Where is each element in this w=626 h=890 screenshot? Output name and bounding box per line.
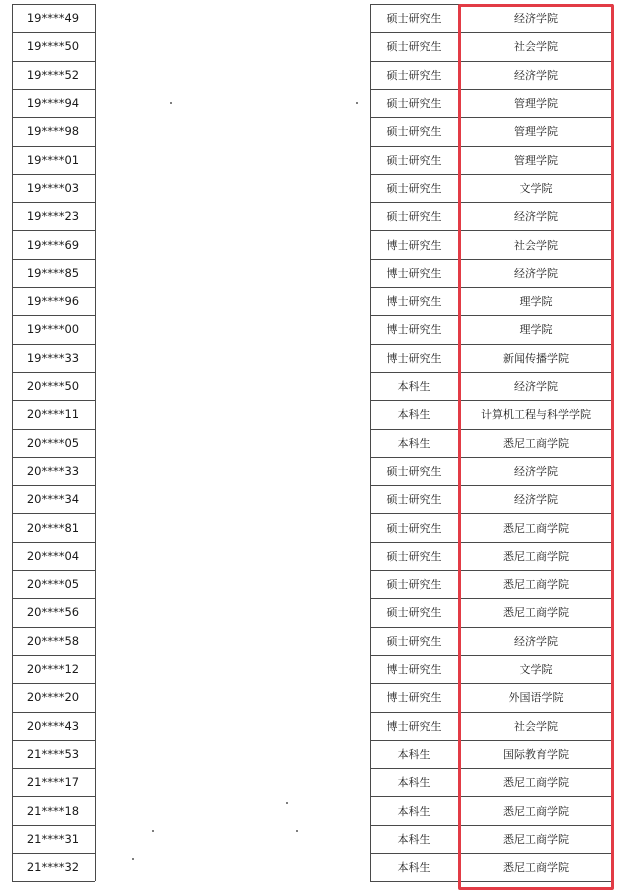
name-cell-redacted bbox=[95, 683, 353, 711]
student-type-cell: 本科生 bbox=[397, 436, 431, 450]
student-type-cell: 硕士研究生 bbox=[386, 578, 442, 592]
row-divider bbox=[12, 429, 95, 430]
table-row bbox=[0, 89, 626, 117]
student-type-cell: 本科生 bbox=[397, 747, 431, 761]
college-cell: 经济学院 bbox=[514, 493, 558, 507]
student-type-cell: 博士研究生 bbox=[386, 719, 442, 733]
row-divider bbox=[370, 683, 612, 684]
row-divider bbox=[370, 712, 612, 713]
row-divider bbox=[12, 655, 95, 656]
student-id-cell: 19****69 bbox=[26, 237, 80, 252]
student-id-cell: 20****11 bbox=[26, 407, 80, 422]
row-divider bbox=[370, 513, 612, 514]
row-divider bbox=[370, 315, 612, 316]
row-divider bbox=[12, 457, 95, 458]
college-cell: 理学院 bbox=[519, 295, 553, 309]
name-cell-redacted bbox=[95, 174, 353, 202]
student-type-cell: 本科生 bbox=[397, 832, 431, 846]
scan-speck bbox=[152, 830, 154, 832]
table-row bbox=[0, 32, 626, 60]
college-cell: 经济学院 bbox=[514, 380, 558, 394]
row-divider bbox=[370, 287, 612, 288]
student-id-cell: 20****12 bbox=[26, 662, 80, 677]
row-divider bbox=[12, 259, 95, 260]
student-id-cell: 19****85 bbox=[26, 265, 80, 280]
name-cell-redacted bbox=[95, 853, 353, 881]
student-type-cell: 硕士研究生 bbox=[386, 210, 442, 224]
row-divider bbox=[370, 655, 612, 656]
scan-speck bbox=[356, 102, 358, 104]
table-row bbox=[0, 570, 626, 598]
table-row bbox=[0, 174, 626, 202]
column-divider bbox=[612, 4, 613, 881]
row-divider bbox=[370, 202, 612, 203]
student-id-cell: 21****53 bbox=[26, 746, 80, 761]
name-cell-redacted bbox=[95, 117, 353, 145]
college-cell: 悉尼工商学院 bbox=[503, 549, 569, 563]
row-divider bbox=[12, 485, 95, 486]
name-cell-redacted bbox=[95, 32, 353, 60]
student-id-cell: 19****96 bbox=[26, 294, 80, 309]
student-type-cell: 硕士研究生 bbox=[386, 153, 442, 167]
college-cell: 经济学院 bbox=[514, 12, 558, 26]
college-cell: 管理学院 bbox=[514, 97, 558, 111]
student-id-cell: 19****98 bbox=[26, 124, 80, 139]
name-cell-redacted bbox=[95, 627, 353, 655]
scan-speck bbox=[296, 830, 298, 832]
row-divider bbox=[12, 740, 95, 741]
college-cell: 悉尼工商学院 bbox=[503, 861, 569, 875]
student-type-cell: 博士研究生 bbox=[386, 323, 442, 337]
name-cell-redacted bbox=[95, 429, 353, 457]
table-row bbox=[0, 683, 626, 711]
student-id-cell: 21****31 bbox=[26, 831, 80, 846]
college-cell: 经济学院 bbox=[514, 634, 558, 648]
student-id-cell: 19****00 bbox=[26, 322, 80, 337]
row-divider bbox=[370, 400, 612, 401]
student-id-cell: 19****01 bbox=[26, 152, 80, 167]
row-divider bbox=[370, 4, 612, 5]
row-divider bbox=[370, 344, 612, 345]
college-cell: 社会学院 bbox=[514, 238, 558, 252]
student-id-cell: 20****81 bbox=[26, 520, 80, 535]
student-id-cell: 20****20 bbox=[26, 690, 80, 705]
name-cell-redacted bbox=[95, 89, 353, 117]
student-id-cell: 20****04 bbox=[26, 548, 80, 563]
student-id-cell: 21****17 bbox=[26, 775, 80, 790]
college-cell: 悉尼工商学院 bbox=[503, 804, 569, 818]
student-id-cell: 21****32 bbox=[26, 860, 80, 875]
column-divider bbox=[12, 4, 13, 881]
row-divider bbox=[12, 146, 95, 147]
student-type-cell: 硕士研究生 bbox=[386, 606, 442, 620]
row-divider bbox=[12, 570, 95, 571]
row-divider bbox=[12, 627, 95, 628]
row-divider bbox=[370, 485, 612, 486]
row-divider bbox=[12, 230, 95, 231]
name-cell-redacted bbox=[95, 259, 353, 287]
name-cell-redacted bbox=[95, 513, 353, 541]
table-row bbox=[0, 768, 626, 796]
name-cell-redacted bbox=[95, 315, 353, 343]
college-cell: 经济学院 bbox=[514, 210, 558, 224]
student-id-cell: 20****34 bbox=[26, 492, 80, 507]
student-id-cell: 20****50 bbox=[26, 379, 80, 394]
name-cell-redacted bbox=[95, 457, 353, 485]
table-row bbox=[0, 117, 626, 145]
college-cell: 社会学院 bbox=[514, 719, 558, 733]
row-divider bbox=[370, 32, 612, 33]
college-cell: 悉尼工商学院 bbox=[503, 521, 569, 535]
row-divider bbox=[12, 4, 95, 5]
row-divider bbox=[370, 598, 612, 599]
row-divider bbox=[12, 61, 95, 62]
name-cell-redacted bbox=[95, 768, 353, 796]
table-row bbox=[0, 853, 626, 881]
table-row bbox=[0, 542, 626, 570]
row-divider bbox=[370, 429, 612, 430]
table-row bbox=[0, 513, 626, 541]
table-row bbox=[0, 4, 626, 32]
row-divider bbox=[12, 796, 95, 797]
name-cell-redacted bbox=[95, 146, 353, 174]
student-type-cell: 博士研究生 bbox=[386, 691, 442, 705]
table-row bbox=[0, 655, 626, 683]
student-id-cell: 19****33 bbox=[26, 350, 80, 365]
student-type-cell: 硕士研究生 bbox=[386, 40, 442, 54]
student-type-cell: 本科生 bbox=[397, 804, 431, 818]
row-divider bbox=[370, 740, 612, 741]
student-id-cell: 20****33 bbox=[26, 463, 80, 478]
row-divider bbox=[370, 259, 612, 260]
name-cell-redacted bbox=[95, 712, 353, 740]
row-divider bbox=[370, 146, 612, 147]
student-id-cell: 20****58 bbox=[26, 633, 80, 648]
name-cell-redacted bbox=[95, 485, 353, 513]
table-row bbox=[0, 598, 626, 626]
student-id-cell: 19****03 bbox=[26, 180, 80, 195]
name-cell-redacted bbox=[95, 740, 353, 768]
row-divider bbox=[370, 372, 612, 373]
row-divider bbox=[12, 825, 95, 826]
row-divider bbox=[12, 32, 95, 33]
table-row bbox=[0, 485, 626, 513]
table-row bbox=[0, 259, 626, 287]
student-type-cell: 硕士研究生 bbox=[386, 68, 442, 82]
row-divider bbox=[12, 768, 95, 769]
row-divider bbox=[12, 344, 95, 345]
column-divider bbox=[95, 4, 96, 881]
column-divider bbox=[458, 4, 459, 881]
table-row bbox=[0, 740, 626, 768]
student-type-cell: 本科生 bbox=[397, 408, 431, 422]
table-row bbox=[0, 287, 626, 315]
student-id-cell: 20****56 bbox=[26, 605, 80, 620]
student-type-cell: 硕士研究生 bbox=[386, 97, 442, 111]
row-divider bbox=[12, 712, 95, 713]
name-cell-redacted bbox=[95, 202, 353, 230]
row-divider bbox=[12, 89, 95, 90]
student-id-cell: 20****05 bbox=[26, 435, 80, 450]
table-row bbox=[0, 315, 626, 343]
row-divider bbox=[370, 768, 612, 769]
row-divider bbox=[12, 513, 95, 514]
student-id-cell: 19****94 bbox=[26, 96, 80, 111]
college-cell: 国际教育学院 bbox=[503, 747, 569, 761]
student-type-cell: 博士研究生 bbox=[386, 351, 442, 365]
student-id-cell: 20****05 bbox=[26, 577, 80, 592]
student-id-cell: 19****49 bbox=[26, 11, 80, 26]
row-divider bbox=[370, 542, 612, 543]
name-cell-redacted bbox=[95, 598, 353, 626]
table-row bbox=[0, 796, 626, 824]
table-row bbox=[0, 712, 626, 740]
college-cell: 理学院 bbox=[519, 323, 553, 337]
college-cell: 计算机工程与科学学院 bbox=[481, 408, 591, 422]
student-type-cell: 硕士研究生 bbox=[386, 521, 442, 535]
college-cell: 悉尼工商学院 bbox=[503, 578, 569, 592]
student-id-cell: 19****50 bbox=[26, 39, 80, 54]
student-id-cell: 19****52 bbox=[26, 67, 80, 82]
college-cell: 管理学院 bbox=[514, 125, 558, 139]
row-divider bbox=[12, 372, 95, 373]
table-row bbox=[0, 400, 626, 428]
college-cell: 悉尼工商学院 bbox=[503, 832, 569, 846]
table-row bbox=[0, 825, 626, 853]
college-cell: 管理学院 bbox=[514, 153, 558, 167]
row-divider bbox=[370, 825, 612, 826]
table-row bbox=[0, 429, 626, 457]
name-cell-redacted bbox=[95, 542, 353, 570]
name-cell-redacted bbox=[95, 4, 353, 32]
student-type-cell: 博士研究生 bbox=[386, 663, 442, 677]
college-cell: 新闻传播学院 bbox=[503, 351, 569, 365]
student-id-cell: 21****18 bbox=[26, 803, 80, 818]
table-row bbox=[0, 627, 626, 655]
table-row bbox=[0, 372, 626, 400]
row-divider bbox=[12, 117, 95, 118]
name-cell-redacted bbox=[95, 655, 353, 683]
row-divider bbox=[12, 202, 95, 203]
column-divider bbox=[370, 4, 371, 881]
scan-speck bbox=[286, 802, 288, 804]
row-divider bbox=[370, 457, 612, 458]
college-cell: 经济学院 bbox=[514, 68, 558, 82]
row-divider bbox=[370, 174, 612, 175]
name-cell-redacted bbox=[95, 61, 353, 89]
row-divider bbox=[370, 89, 612, 90]
name-cell-redacted bbox=[95, 344, 353, 372]
table-row bbox=[0, 146, 626, 174]
row-divider bbox=[370, 230, 612, 231]
row-divider bbox=[370, 881, 612, 882]
row-divider bbox=[12, 315, 95, 316]
student-type-cell: 博士研究生 bbox=[386, 238, 442, 252]
row-divider bbox=[12, 598, 95, 599]
table-row bbox=[0, 202, 626, 230]
table-row bbox=[0, 344, 626, 372]
college-cell: 经济学院 bbox=[514, 464, 558, 478]
row-divider bbox=[12, 174, 95, 175]
row-divider bbox=[12, 287, 95, 288]
table-row bbox=[0, 457, 626, 485]
student-type-cell: 本科生 bbox=[397, 776, 431, 790]
row-divider bbox=[370, 570, 612, 571]
row-divider bbox=[370, 117, 612, 118]
scan-speck bbox=[132, 858, 134, 860]
row-divider bbox=[12, 400, 95, 401]
student-type-cell: 硕士研究生 bbox=[386, 549, 442, 563]
name-cell-redacted bbox=[95, 400, 353, 428]
name-cell-redacted bbox=[95, 825, 353, 853]
college-cell: 文学院 bbox=[519, 181, 553, 195]
student-type-cell: 硕士研究生 bbox=[386, 125, 442, 139]
row-divider bbox=[12, 853, 95, 854]
student-type-cell: 博士研究生 bbox=[386, 295, 442, 309]
scan-speck bbox=[170, 102, 172, 104]
college-cell: 悉尼工商学院 bbox=[503, 776, 569, 790]
row-divider bbox=[370, 61, 612, 62]
student-id-cell: 20****43 bbox=[26, 718, 80, 733]
student-id-cell: 19****23 bbox=[26, 209, 80, 224]
row-divider bbox=[12, 542, 95, 543]
student-type-cell: 本科生 bbox=[397, 380, 431, 394]
student-type-cell: 硕士研究生 bbox=[386, 464, 442, 478]
row-divider bbox=[370, 627, 612, 628]
name-cell-redacted bbox=[95, 287, 353, 315]
student-type-cell: 硕士研究生 bbox=[386, 493, 442, 507]
name-cell-redacted bbox=[95, 796, 353, 824]
table-row bbox=[0, 230, 626, 258]
row-divider bbox=[12, 881, 95, 882]
college-cell: 文学院 bbox=[519, 663, 553, 677]
student-type-cell: 硕士研究生 bbox=[386, 181, 442, 195]
table-row bbox=[0, 61, 626, 89]
name-cell-redacted bbox=[95, 230, 353, 258]
row-divider bbox=[370, 796, 612, 797]
college-cell: 悉尼工商学院 bbox=[503, 606, 569, 620]
student-type-cell: 硕士研究生 bbox=[386, 634, 442, 648]
college-cell: 悉尼工商学院 bbox=[503, 436, 569, 450]
row-divider bbox=[370, 853, 612, 854]
row-divider bbox=[12, 683, 95, 684]
name-cell-redacted bbox=[95, 570, 353, 598]
student-type-cell: 硕士研究生 bbox=[386, 12, 442, 26]
name-cell-redacted bbox=[95, 372, 353, 400]
student-type-cell: 博士研究生 bbox=[386, 266, 442, 280]
college-cell: 社会学院 bbox=[514, 40, 558, 54]
college-cell: 经济学院 bbox=[514, 266, 558, 280]
student-type-cell: 本科生 bbox=[397, 861, 431, 875]
college-cell: 外国语学院 bbox=[508, 691, 564, 705]
